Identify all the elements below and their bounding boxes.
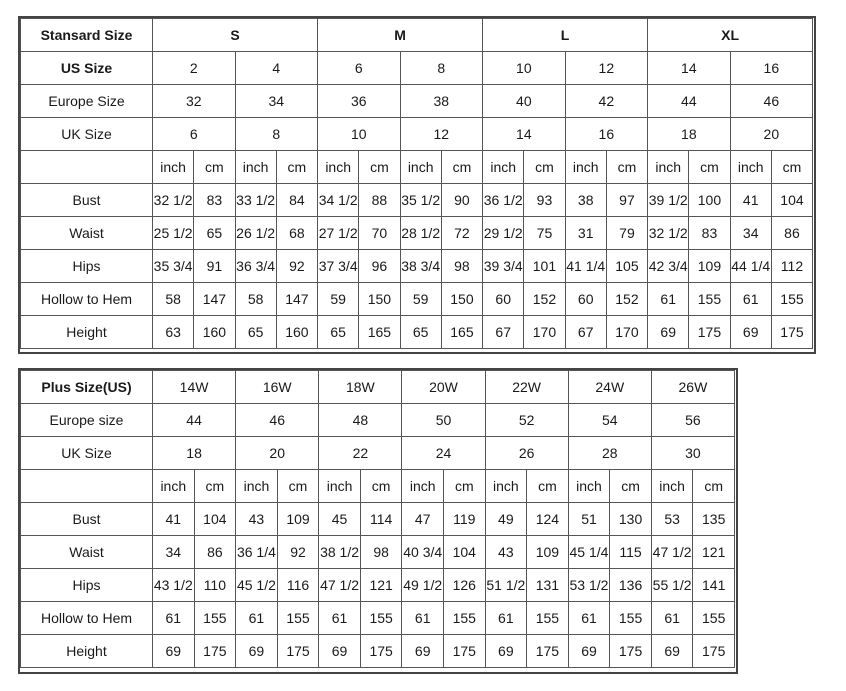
cm-value-cell: 175	[693, 635, 735, 668]
unit-cm-cell: cm	[610, 470, 652, 503]
us-size-cell: 8	[400, 52, 483, 85]
inch-value-cell: 47 1/2	[319, 569, 361, 602]
measurement-label: Height	[21, 316, 153, 349]
inch-value-cell: 69	[485, 635, 527, 668]
cm-value-cell: 101	[524, 250, 565, 283]
cm-value-cell: 155	[689, 283, 730, 316]
cm-value-cell: 115	[610, 536, 652, 569]
cm-value-cell: 96	[359, 250, 400, 283]
cm-value-cell: 175	[277, 635, 319, 668]
cm-value-cell: 109	[689, 250, 730, 283]
cm-value-cell: 104	[771, 184, 812, 217]
inch-value-cell: 41 1/4	[565, 250, 606, 283]
inch-value-cell: 61	[568, 602, 610, 635]
measurement-row	[21, 250, 813, 283]
unit-inch-cell: inch	[568, 470, 610, 503]
cm-value-cell: 170	[524, 316, 565, 349]
plus-us-size-cell: 14W	[153, 371, 236, 404]
inch-value-cell: 43	[236, 503, 278, 536]
cm-value-cell: 160	[276, 316, 317, 349]
us-size-cell: 6	[318, 52, 401, 85]
unit-cm-cell: cm	[443, 470, 485, 503]
inch-value-cell: 69	[648, 316, 689, 349]
inch-value-cell: 65	[235, 316, 276, 349]
cm-value-cell: 112	[771, 250, 812, 283]
uk-size-cell: 14	[483, 118, 566, 151]
unit-inch-cell: inch	[651, 470, 693, 503]
unit-cm-cell: cm	[527, 470, 569, 503]
inch-value-cell: 36 3/4	[235, 250, 276, 283]
inch-value-cell: 60	[565, 283, 606, 316]
plus-europe-size-cell: 56	[651, 404, 734, 437]
unit-inch-cell: inch	[648, 151, 689, 184]
inch-value-cell: 59	[318, 283, 359, 316]
us-size-cell: 4	[235, 52, 318, 85]
unit-cm-cell: cm	[360, 470, 402, 503]
inch-value-cell: 61	[402, 602, 444, 635]
unit-inch-cell: inch	[153, 470, 195, 503]
inch-value-cell: 67	[565, 316, 606, 349]
size-group-s: S	[153, 19, 318, 52]
cm-value-cell: 124	[527, 503, 569, 536]
inch-value-cell: 37 3/4	[318, 250, 359, 283]
inch-value-cell: 45 1/2	[236, 569, 278, 602]
inch-value-cell: 53	[651, 503, 693, 536]
cm-value-cell: 105	[606, 250, 647, 283]
unit-cm-cell: cm	[277, 470, 319, 503]
europe-size-cell: 44	[648, 85, 731, 118]
inch-value-cell: 43	[485, 536, 527, 569]
inch-value-cell: 69	[236, 635, 278, 668]
cm-value-cell: 114	[360, 503, 402, 536]
plus-uk-size-label: UK Size	[21, 437, 153, 470]
cm-value-cell: 135	[693, 503, 735, 536]
plus-us-size-cell: 16W	[236, 371, 319, 404]
cm-value-cell: 119	[443, 503, 485, 536]
cm-value-cell: 175	[771, 316, 812, 349]
cm-value-cell: 109	[277, 503, 319, 536]
inch-value-cell: 51 1/2	[485, 569, 527, 602]
cm-value-cell: 93	[524, 184, 565, 217]
cm-value-cell: 65	[194, 217, 235, 250]
cm-value-cell: 110	[194, 569, 236, 602]
cm-value-cell: 155	[693, 602, 735, 635]
inch-value-cell: 69	[651, 635, 693, 668]
cm-value-cell: 152	[606, 283, 647, 316]
europe-size-cell: 46	[730, 85, 813, 118]
cm-value-cell: 86	[771, 217, 812, 250]
plus-uk-size-cell: 28	[568, 437, 651, 470]
inch-value-cell: 39 3/4	[483, 250, 524, 283]
inch-value-cell: 61	[651, 602, 693, 635]
cm-value-cell: 170	[606, 316, 647, 349]
measurement-label: Bust	[21, 503, 153, 536]
inch-value-cell: 55 1/2	[651, 569, 693, 602]
inch-value-cell: 41	[730, 184, 771, 217]
uk-size-row	[21, 118, 813, 151]
cm-value-cell: 104	[443, 536, 485, 569]
inch-value-cell: 42 3/4	[648, 250, 689, 283]
europe-size-cell: 32	[153, 85, 236, 118]
measurement-row	[21, 503, 735, 536]
inch-value-cell: 34 1/2	[318, 184, 359, 217]
europe-size-row	[21, 85, 813, 118]
cm-value-cell: 97	[606, 184, 647, 217]
cm-value-cell: 147	[276, 283, 317, 316]
cm-value-cell: 155	[277, 602, 319, 635]
plus-europe-size-label: Europe size	[21, 404, 153, 437]
plus-header-row	[21, 371, 735, 404]
cm-value-cell: 84	[276, 184, 317, 217]
unit-row-blank-cell	[21, 470, 153, 503]
measurement-label: Waist	[21, 217, 153, 250]
inch-value-cell: 31	[565, 217, 606, 250]
cm-value-cell: 72	[441, 217, 482, 250]
cm-value-cell: 92	[276, 250, 317, 283]
inch-value-cell: 39 1/2	[648, 184, 689, 217]
inch-value-cell: 59	[400, 283, 441, 316]
plus-uk-size-row	[21, 437, 735, 470]
unit-inch-cell: inch	[730, 151, 771, 184]
plus-size-header: Plus Size(US)	[21, 371, 153, 404]
unit-inch-cell: inch	[565, 151, 606, 184]
cm-value-cell: 136	[610, 569, 652, 602]
plus-europe-size-cell: 52	[485, 404, 568, 437]
unit-cm-cell: cm	[194, 151, 235, 184]
inch-value-cell: 58	[153, 283, 194, 316]
measurement-row	[21, 184, 813, 217]
unit-inch-cell: inch	[402, 470, 444, 503]
plus-europe-size-cell: 54	[568, 404, 651, 437]
measurement-label: Height	[21, 635, 153, 668]
cm-value-cell: 83	[689, 217, 730, 250]
plus-size-table	[20, 370, 735, 668]
inch-value-cell: 34	[153, 536, 195, 569]
cm-value-cell: 86	[194, 536, 236, 569]
plus-uk-size-cell: 24	[402, 437, 485, 470]
plus-uk-size-cell: 30	[651, 437, 734, 470]
inch-value-cell: 32 1/2	[648, 217, 689, 250]
unit-cm-cell: cm	[276, 151, 317, 184]
unit-inch-cell: inch	[153, 151, 194, 184]
plus-us-size-cell: 22W	[485, 371, 568, 404]
uk-size-cell: 6	[153, 118, 236, 151]
unit-cm-cell: cm	[524, 151, 565, 184]
cm-value-cell: 150	[441, 283, 482, 316]
us-size-cell: 16	[730, 52, 813, 85]
cm-value-cell: 75	[524, 217, 565, 250]
plus-us-size-cell: 20W	[402, 371, 485, 404]
uk-size-cell: 16	[565, 118, 648, 151]
cm-value-cell: 109	[527, 536, 569, 569]
unit-inch-cell: inch	[483, 151, 524, 184]
cm-value-cell: 131	[527, 569, 569, 602]
unit-inch-cell: inch	[236, 470, 278, 503]
cm-value-cell: 68	[276, 217, 317, 250]
europe-size-cell: 38	[400, 85, 483, 118]
cm-value-cell: 175	[527, 635, 569, 668]
unit-cm-cell: cm	[689, 151, 730, 184]
inch-value-cell: 63	[153, 316, 194, 349]
inch-value-cell: 67	[483, 316, 524, 349]
unit-row	[21, 470, 735, 503]
unit-cm-cell: cm	[441, 151, 482, 184]
inch-value-cell: 69	[402, 635, 444, 668]
plus-uk-size-cell: 18	[153, 437, 236, 470]
inch-value-cell: 25 1/2	[153, 217, 194, 250]
measurement-label: Hips	[21, 250, 153, 283]
measurement-label: Hips	[21, 569, 153, 602]
cm-value-cell: 100	[689, 184, 730, 217]
inch-value-cell: 35 3/4	[153, 250, 194, 283]
inch-value-cell: 36 1/2	[483, 184, 524, 217]
cm-value-cell: 155	[443, 602, 485, 635]
inch-value-cell: 41	[153, 503, 195, 536]
plus-europe-size-cell: 50	[402, 404, 485, 437]
europe-size-cell: 40	[483, 85, 566, 118]
cm-value-cell: 98	[441, 250, 482, 283]
plus-us-size-cell: 18W	[319, 371, 402, 404]
standard-size-table	[20, 18, 813, 349]
inch-value-cell: 34	[730, 217, 771, 250]
inch-value-cell: 65	[400, 316, 441, 349]
cm-value-cell: 165	[441, 316, 482, 349]
inch-value-cell: 69	[568, 635, 610, 668]
cm-value-cell: 155	[527, 602, 569, 635]
size-group-xl: XL	[648, 19, 813, 52]
inch-value-cell: 45 1/4	[568, 536, 610, 569]
inch-value-cell: 28 1/2	[400, 217, 441, 250]
us-size-row	[21, 52, 813, 85]
inch-value-cell: 38 1/2	[319, 536, 361, 569]
cm-value-cell: 116	[277, 569, 319, 602]
cm-value-cell: 70	[359, 217, 400, 250]
inch-value-cell: 40 3/4	[402, 536, 444, 569]
unit-inch-cell: inch	[319, 470, 361, 503]
inch-value-cell: 38	[565, 184, 606, 217]
inch-value-cell: 43 1/2	[153, 569, 195, 602]
cm-value-cell: 126	[443, 569, 485, 602]
inch-value-cell: 61	[153, 602, 195, 635]
europe-size-cell: 36	[318, 85, 401, 118]
measurement-row	[21, 217, 813, 250]
measurement-label: Hollow to Hem	[21, 283, 153, 316]
inch-value-cell: 47 1/2	[651, 536, 693, 569]
plus-uk-size-cell: 20	[236, 437, 319, 470]
us-size-cell: 14	[648, 52, 731, 85]
cm-value-cell: 165	[359, 316, 400, 349]
europe-size-cell: 34	[235, 85, 318, 118]
measurement-row	[21, 635, 735, 668]
cm-value-cell: 104	[194, 503, 236, 536]
cm-value-cell: 175	[689, 316, 730, 349]
plus-uk-size-cell: 26	[485, 437, 568, 470]
cm-value-cell: 121	[693, 536, 735, 569]
inch-value-cell: 61	[319, 602, 361, 635]
cm-value-cell: 152	[524, 283, 565, 316]
us-size-label: US Size	[21, 52, 153, 85]
plus-europe-size-cell: 48	[319, 404, 402, 437]
plus-uk-size-cell: 22	[319, 437, 402, 470]
us-size-cell: 2	[153, 52, 236, 85]
inch-value-cell: 35 1/2	[400, 184, 441, 217]
uk-size-cell: 18	[648, 118, 731, 151]
inch-value-cell: 69	[153, 635, 195, 668]
standard-header-row	[21, 19, 813, 52]
cm-value-cell: 88	[359, 184, 400, 217]
measurement-row	[21, 316, 813, 349]
cm-value-cell: 155	[194, 602, 236, 635]
unit-cm-cell: cm	[693, 470, 735, 503]
cm-value-cell: 150	[359, 283, 400, 316]
inch-value-cell: 61	[730, 283, 771, 316]
inch-value-cell: 49	[485, 503, 527, 536]
unit-cm-cell: cm	[194, 470, 236, 503]
inch-value-cell: 29 1/2	[483, 217, 524, 250]
cm-value-cell: 155	[610, 602, 652, 635]
cm-value-cell: 90	[441, 184, 482, 217]
europe-size-cell: 42	[565, 85, 648, 118]
inch-value-cell: 44 1/4	[730, 250, 771, 283]
inch-value-cell: 26 1/2	[235, 217, 276, 250]
unit-inch-cell: inch	[485, 470, 527, 503]
uk-size-cell: 10	[318, 118, 401, 151]
cm-value-cell: 175	[610, 635, 652, 668]
inch-value-cell: 61	[485, 602, 527, 635]
plus-us-size-cell: 26W	[651, 371, 734, 404]
inch-value-cell: 38 3/4	[400, 250, 441, 283]
cm-value-cell: 155	[360, 602, 402, 635]
unit-inch-cell: inch	[318, 151, 359, 184]
cm-value-cell: 83	[194, 184, 235, 217]
inch-value-cell: 58	[235, 283, 276, 316]
plus-europe-size-cell: 44	[153, 404, 236, 437]
inch-value-cell: 49 1/2	[402, 569, 444, 602]
us-size-cell: 10	[483, 52, 566, 85]
cm-value-cell: 155	[771, 283, 812, 316]
cm-value-cell: 175	[194, 635, 236, 668]
inch-value-cell: 69	[730, 316, 771, 349]
inch-value-cell: 36 1/4	[236, 536, 278, 569]
unit-inch-cell: inch	[235, 151, 276, 184]
measurement-label: Bust	[21, 184, 153, 217]
cm-value-cell: 92	[277, 536, 319, 569]
uk-size-cell: 20	[730, 118, 813, 151]
cm-value-cell: 130	[610, 503, 652, 536]
cm-value-cell: 147	[194, 283, 235, 316]
unit-cm-cell: cm	[359, 151, 400, 184]
unit-cm-cell: cm	[606, 151, 647, 184]
uk-size-cell: 8	[235, 118, 318, 151]
cm-value-cell: 98	[360, 536, 402, 569]
inch-value-cell: 51	[568, 503, 610, 536]
unit-row-blank-cell	[21, 151, 153, 184]
measurement-label: Waist	[21, 536, 153, 569]
inch-value-cell: 32 1/2	[153, 184, 194, 217]
measurement-row	[21, 569, 735, 602]
unit-inch-cell: inch	[400, 151, 441, 184]
cm-value-cell: 79	[606, 217, 647, 250]
cm-value-cell: 141	[693, 569, 735, 602]
inch-value-cell: 65	[318, 316, 359, 349]
measurement-row	[21, 602, 735, 635]
inch-value-cell: 27 1/2	[318, 217, 359, 250]
inch-value-cell: 60	[483, 283, 524, 316]
cm-value-cell: 175	[443, 635, 485, 668]
plus-europe-size-cell: 46	[236, 404, 319, 437]
measurement-row	[21, 536, 735, 569]
uk-size-cell: 12	[400, 118, 483, 151]
inch-value-cell: 45	[319, 503, 361, 536]
europe-size-label: Europe Size	[21, 85, 153, 118]
cm-value-cell: 121	[360, 569, 402, 602]
inch-value-cell: 69	[319, 635, 361, 668]
standard-size-header: Stansard Size	[21, 19, 153, 52]
cm-value-cell: 175	[360, 635, 402, 668]
inch-value-cell: 61	[648, 283, 689, 316]
uk-size-label: UK Size	[21, 118, 153, 151]
inch-value-cell: 53 1/2	[568, 569, 610, 602]
unit-cm-cell: cm	[771, 151, 812, 184]
us-size-cell: 12	[565, 52, 648, 85]
measurement-row	[21, 283, 813, 316]
plus-us-size-cell: 24W	[568, 371, 651, 404]
size-group-l: L	[483, 19, 648, 52]
measurement-label: Hollow to Hem	[21, 602, 153, 635]
inch-value-cell: 47	[402, 503, 444, 536]
unit-row	[21, 151, 813, 184]
cm-value-cell: 160	[194, 316, 235, 349]
cm-value-cell: 91	[194, 250, 235, 283]
inch-value-cell: 33 1/2	[235, 184, 276, 217]
size-group-m: M	[318, 19, 483, 52]
inch-value-cell: 61	[236, 602, 278, 635]
plus-europe-size-row	[21, 404, 735, 437]
